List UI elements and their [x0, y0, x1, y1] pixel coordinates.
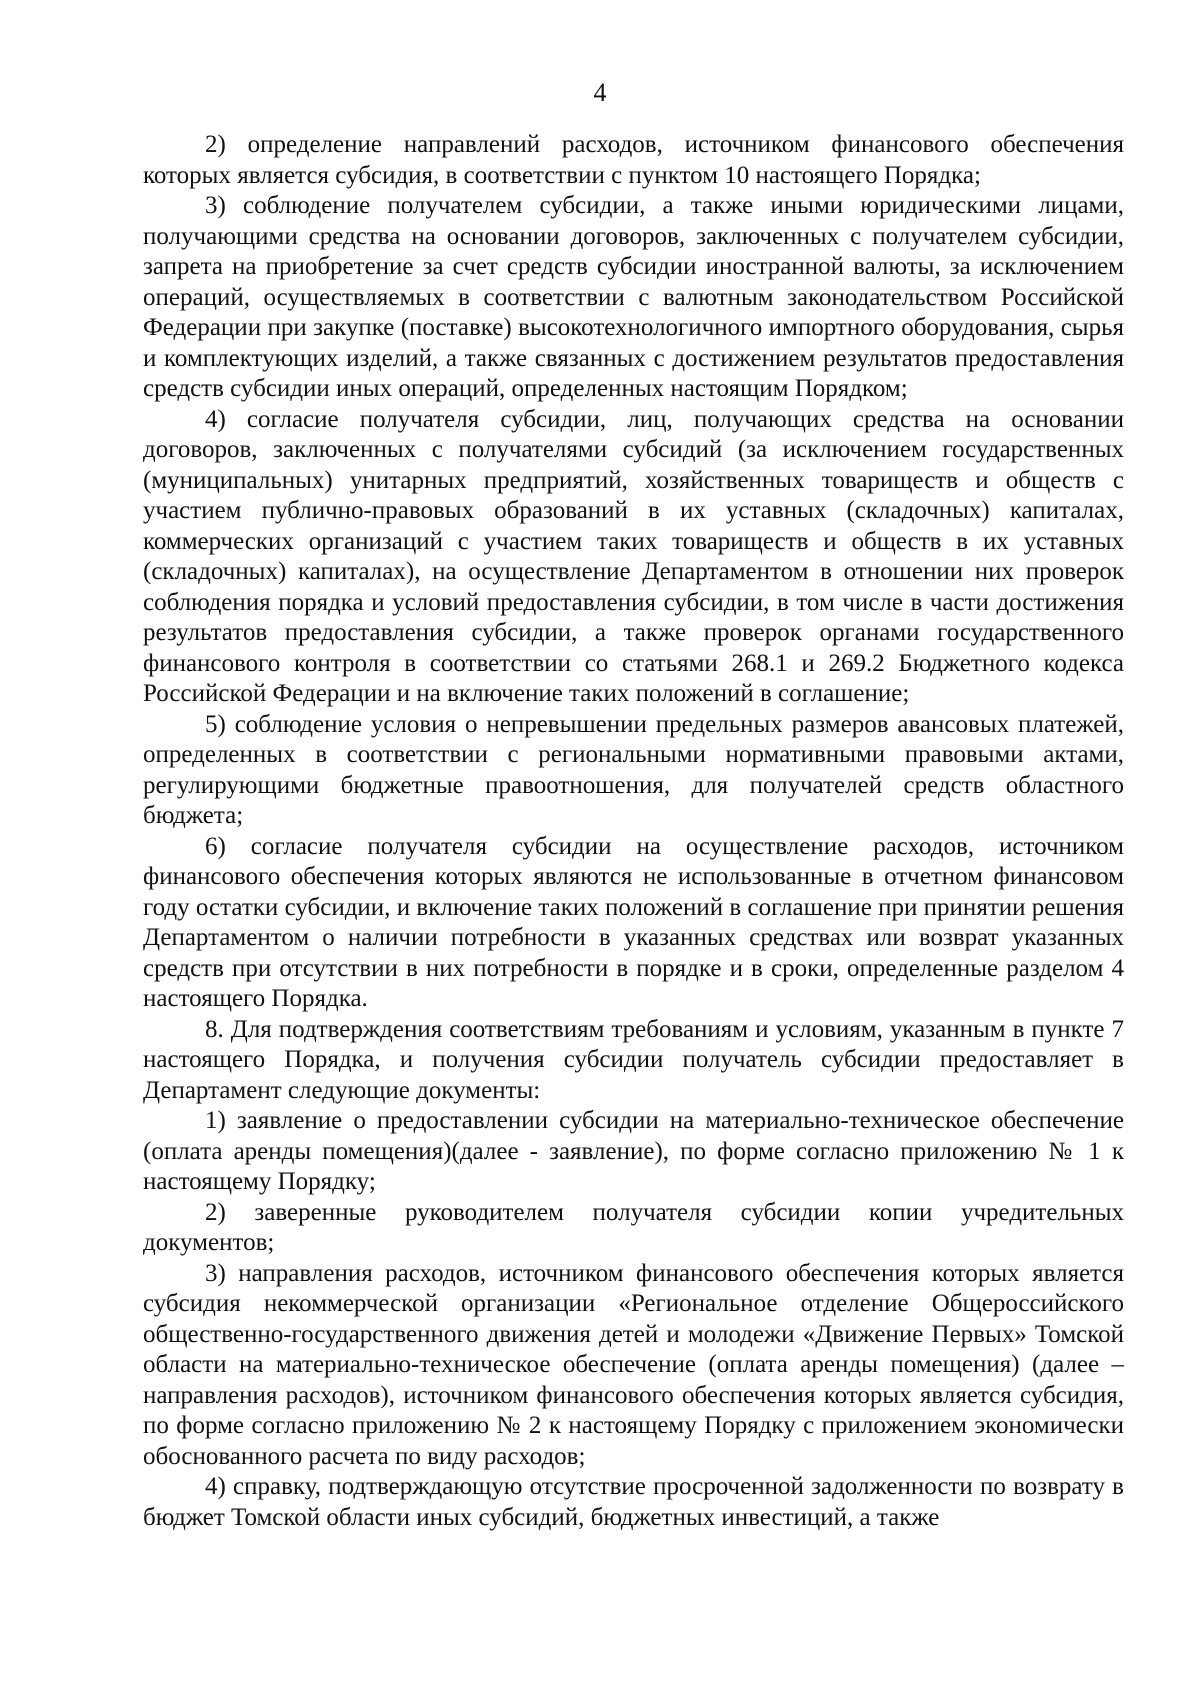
- body-text: [143, 130, 1124, 1533]
- page-number: 4: [593, 78, 607, 107]
- paragraph-clause-8: 8. Для подтверждения соответствиям требованиям и условиям, указанным в пункте 7 настоящего Порядка, и получения субсидии получатель субсидии предоставляет в Департамент следующие документы:: [143, 1015, 1124, 1104]
- paragraph-item-6: 6) согласие получателя субсидии на осуществление расходов, источником финансового обеспечения которых являются не использованные в отчетном финансовом году остатки субсидии, и включение таких положений в соглашение при принятии решения Департаментом о наличии потребности в указанных средствах или возврат указанных средств при отсутствии в них потребности в порядке и в сроки, определенные разделом 4 настоящего Порядка.: [143, 832, 1124, 1012]
- paragraph-item-4: 4) согласие получателя субсидии, лиц, получающих средства на основании договоров, заключенных с получателями субсидий (за исключением государственных (муниципальных) унитарных предприятий, хозяйственных товариществ и обществ с участием публично-правовых образований в их уставных (складочных) капиталах, коммерческих организаций с участием таких товариществ и обществ в их уставных (складочных) капиталах), на осуществление Департаментом в отношении них проверок соблюдения порядка и условий предоставления субсидии, в том числе в части достижения результатов предоставления субсидии, а также проверок органами государственного финансового контроля в соответствии со статьями 268.1 и 269.2 Бюджетного кодекса Российской Федерации и на включение таких положений в соглашение;: [143, 405, 1124, 707]
- paragraph-item-2: 2) определение направлений расходов, источником финансового обеспечения которых является субсидия, в соответствии с пунктом 10 настоящего Порядка;: [143, 131, 1124, 189]
- paragraph-doc-3: 3) направления расходов, источником финансового обеспечения которых является субсидия некоммерческой организации «Региональное отделение Общероссийского общественно-государственного движения детей и молодежи «Движение Первых» Томской области на материально-техническое обеспечение (оплата аренды помещения) (далее – направления расходов), источником финансового обеспечения которых является субсидия, по форме согласно приложению № 2 к настоящему Порядку с приложением экономически обоснованного расчета по виду расходов;: [143, 1259, 1124, 1470]
- paragraph-doc-4: 4) справку, подтверждающую отсутствие просроченной задолженности по возврату в бюджет Томской области иных субсидий, бюджетных инвестиций, а также: [143, 1473, 1124, 1531]
- paragraph-doc-2: 2) заверенные руководителем получателя субсидии копии учредительных документов;: [143, 1198, 1124, 1256]
- paragraph-item-5: 5) соблюдение условия о непревышении предельных размеров авансовых платежей, определенных в соответствии с региональными нормативными правовыми актами, регулирующими бюджетные правоотношения, для получателей средств областного бюджета;: [143, 710, 1124, 829]
- paragraph-item-3: 3) соблюдение получателем субсидии, а также иными юридическими лицами, получающими средства на основании договоров, заключенных с получателем субсидии, запрета на приобретение за счет средств субсидии иностранной валюты, за исключением операций, осуществляемых в соответствии с валютным законодательством Российской Федерации при закупке (поставке) высокотехнологичного импортного оборудования, сырья и комплектующих изделий, а также связанных с достижением результатов предоставления средств субсидии иных операций, определенных настоящим Порядком;: [143, 192, 1124, 402]
- paragraph-doc-1: 1) заявление о предоставлении субсидии на материально-техническое обеспечение (оплата аренды помещения)(далее - заявление), по форме согласно приложению № 1 к настоящему Порядку;: [143, 1107, 1124, 1195]
